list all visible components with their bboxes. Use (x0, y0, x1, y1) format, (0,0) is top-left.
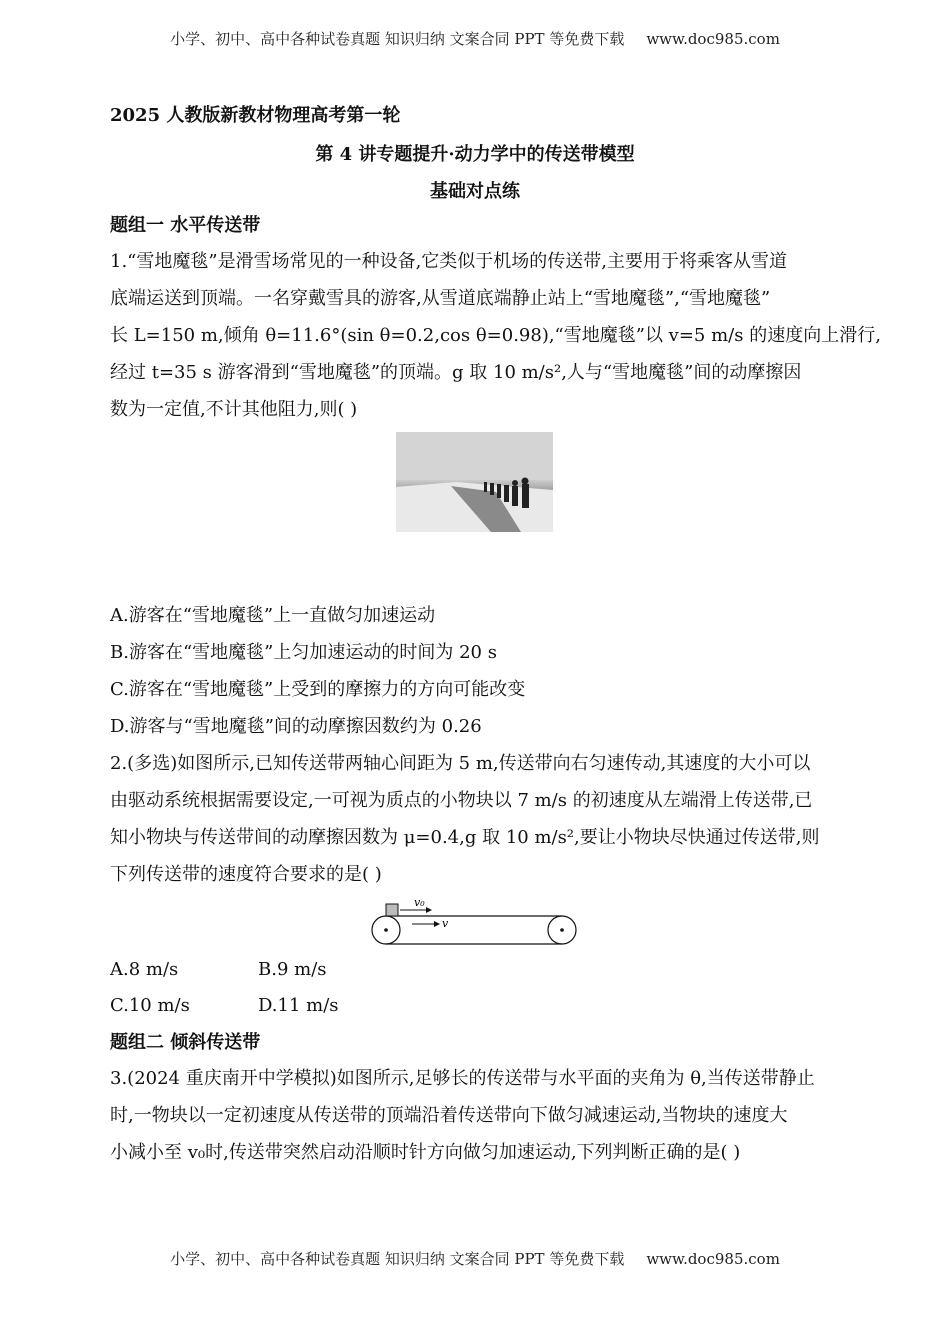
q2-option-c: C.10 m/s (110, 995, 190, 1016)
q2-line: 由驱动系统根据需要设定,一可视为质点的小物块以 7 m/s 的初速度从左端滑上传送带,已 (110, 790, 813, 811)
q1-line: 长 L=150 m,倾角 θ=11.6°(sin θ=0.2,cos θ=0.98),“雪地魔毯”以 v=5 m/s 的速度向上滑行, (110, 325, 881, 346)
conveyor-belt-figure (370, 896, 580, 948)
q2-line: 下列传送带的速度符合要求的是( ) (110, 864, 382, 885)
q1-option-c: C.游客在“雪地魔毯”上受到的摩擦力的方向可能改变 (110, 679, 526, 700)
q3-line: 小减小至 v₀时,传送带突然启动沿顺时针方向做匀加速运动,下列判断正确的是( ) (110, 1142, 741, 1163)
group1-title: 题组一 水平传送带 (110, 215, 261, 236)
header-url[interactable]: www.doc985.com (646, 30, 780, 48)
footer-text: 小学、初中、高中各种试卷真题 知识归纳 文案合同 PPT 等免费下载 (170, 1250, 625, 1268)
q3-line: 3.(2024 重庆南开中学模拟)如图所示,足够长的传送带与水平面的夹角为 θ,当传送带静止 (110, 1068, 815, 1089)
page-header (0, 28, 950, 49)
q1-line: 底端运送到顶端。一名穿戴雪具的游客,从雪道底端静止站上“雪地魔毯”,“雪地魔毯” (110, 288, 771, 309)
snow-carpet-photo (396, 432, 553, 532)
section-title: 基础对点练 (430, 181, 520, 202)
q1-line: 1.“雪地魔毯”是滑雪场常见的一种设备,它类似于机场的传送带,主要用于将乘客从雪道 (110, 251, 788, 272)
series-title: 2025 人教版新教材物理高考第一轮 (110, 105, 401, 126)
q2-option-b: B.9 m/s (258, 959, 327, 980)
q3-line: 时,一物块以一定初速度从传送带的顶端沿着传送带向下做匀减速运动,当物块的速度大 (110, 1105, 788, 1126)
figure-label-v0: v₀ (414, 896, 425, 909)
q1-option-b: B.游客在“雪地魔毯”上匀加速运动的时间为 20 s (110, 642, 497, 663)
page-footer (0, 1248, 950, 1269)
footer-url[interactable]: www.doc985.com (646, 1250, 780, 1268)
q2-option-a: A.8 m/s (110, 959, 179, 980)
header-text: 小学、初中、高中各种试卷真题 知识归纳 文案合同 PPT 等免费下载 (170, 30, 625, 48)
q1-line: 数为一定值,不计其他阻力,则( ) (110, 399, 358, 420)
q2-line: 知小物块与传送带间的动摩擦因数为 μ=0.4,g 取 10 m/s²,要让小物块尽快通过传送带,则 (110, 827, 820, 848)
q2-line: 2.(多选)如图所示,已知传送带两轴心间距为 5 m,传送带向右匀速传动,其速度的大小可以 (110, 753, 811, 774)
q1-option-d: D.游客与“雪地魔毯”间的动摩擦因数约为 0.26 (110, 716, 482, 737)
snow-carpet-illustration (396, 432, 553, 532)
figure-label-v: v (442, 917, 449, 930)
q1-option-a: A.游客在“雪地魔毯”上一直做匀加速运动 (110, 605, 436, 626)
q2-option-d: D.11 m/s (258, 995, 339, 1016)
lecture-title: 第 4 讲专题提升·动力学中的传送带模型 (315, 144, 635, 165)
group2-title: 题组二 倾斜传送带 (110, 1032, 261, 1053)
q1-line: 经过 t=35 s 游客滑到“雪地魔毯”的顶端。g 取 10 m/s²,人与“雪地魔毯”间的动摩擦因 (110, 362, 802, 383)
